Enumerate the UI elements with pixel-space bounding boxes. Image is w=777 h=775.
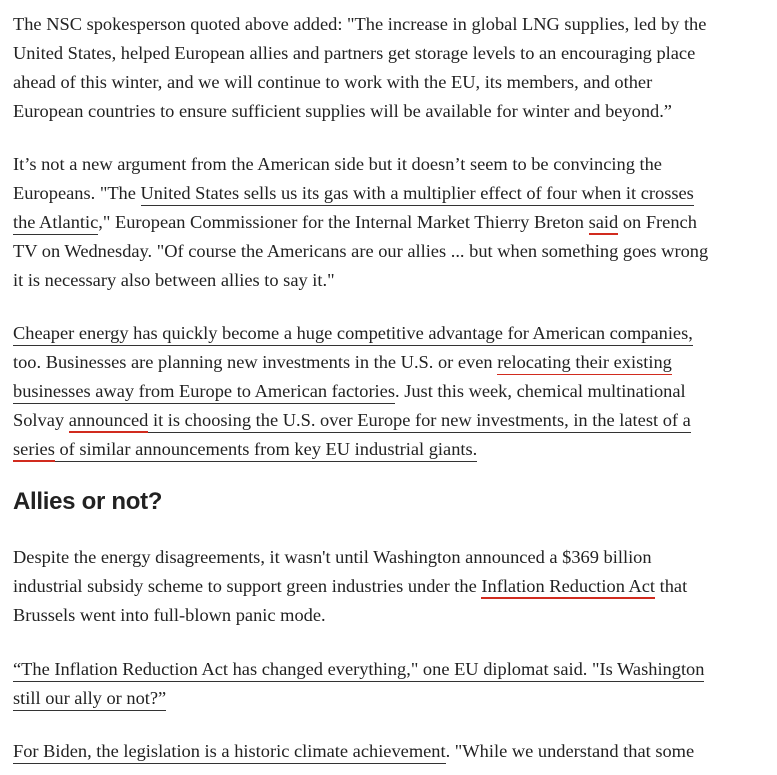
link-the-atlantic[interactable]: the Atlantic — [13, 212, 98, 235]
link-still-our-ally[interactable]: still our ally or not?” — [13, 688, 166, 711]
link-series[interactable]: series — [13, 439, 55, 462]
text-segment: . "While we understand that some — [445, 741, 695, 761]
paragraph-ira-subsidy — [13, 543, 769, 630]
text-line — [13, 684, 769, 713]
text-line: European countries to ensure sufficient supplies will be available for winter and beyond.” — [13, 101, 672, 121]
text-segment-underlined: of similar announcements from key EU industrial giants. — [55, 439, 477, 462]
text-segment: Solvay — [13, 410, 69, 430]
paragraph-eu-diplomat-quote — [13, 655, 769, 713]
text-line — [13, 655, 769, 684]
link-cheaper-energy[interactable]: Cheaper energy has quickly become a huge competitive advantage for American companies, — [13, 323, 693, 346]
text-line — [13, 348, 769, 377]
text-line: The NSC spokesperson quoted above added: "The increase in global LNG supplies, led by the — [13, 14, 707, 34]
text-line: Despite the energy disagreements, it wasn't until Washington announced a $369 billion — [13, 547, 652, 567]
text-line — [13, 179, 769, 208]
paragraph-nsc-quote — [13, 10, 769, 126]
text-segment-underlined: it is choosing the U.S. over Europe for new investments, in the latest of a — [148, 410, 690, 433]
text-line — [13, 208, 769, 237]
link-businesses-away-from-europe[interactable]: businesses away from Europe to American factories — [13, 381, 395, 404]
link-us-gas-multiplier[interactable]: United States sells us its gas with a multiplier effect of four when it crosses — [141, 183, 694, 206]
link-said[interactable]: said — [589, 212, 619, 235]
link-relocating-businesses[interactable]: relocating their existing — [497, 352, 672, 375]
text-line: ahead of this winter, and we will continue to work with the EU, its members, and other — [13, 72, 653, 92]
text-segment: . Just this week, chemical multinational — [395, 381, 686, 401]
text-line: United States, helped European allies and partners get storage levels to an encouraging place — [13, 43, 696, 63]
text-line — [13, 319, 769, 348]
text-line: it is necessary also between allies to say it." — [13, 270, 335, 290]
text-segment: too. Businesses are planning new investments in the U.S. or even — [13, 352, 498, 372]
text-segment: Europeans. "The — [13, 183, 141, 203]
text-segment: that — [655, 576, 688, 596]
paragraph-cheaper-energy — [13, 319, 769, 464]
link-solvay-announced[interactable]: announced — [69, 410, 149, 433]
text-line: Brussels went into full-blown panic mode. — [13, 605, 326, 625]
text-segment: industrial subsidy scheme to support green industries under the — [13, 576, 482, 596]
section-heading: Allies or not? — [13, 488, 163, 515]
link-inflation-reduction-act[interactable]: Inflation Reduction Act — [481, 576, 655, 599]
text-line — [13, 572, 769, 601]
text-line: TV on Wednesday. "Of course the Americans are our allies ... but when something goes wrong — [13, 241, 709, 261]
link-ira-changed-everything[interactable]: “The Inflation Reduction Act has changed everything," one EU diplomat said. "Is Washington — [13, 659, 704, 682]
link-historic-climate-achievement[interactable]: historic climate achievement — [234, 741, 445, 764]
text-line: It’s not a new argument from the American side but it doesn’t seem to be convincing the — [13, 154, 662, 174]
link-for-biden[interactable]: For Biden, the legislation is a — [13, 741, 234, 764]
text-segment: on French — [618, 212, 697, 232]
text-line — [13, 435, 769, 464]
text-line — [13, 406, 769, 435]
paragraph-breton — [13, 150, 769, 295]
paragraph-biden-climate — [13, 737, 769, 766]
text-segment: ," European Commissioner for the Internal Market Thierry Breton — [98, 212, 589, 232]
text-line — [13, 377, 769, 406]
text-line — [13, 737, 769, 766]
